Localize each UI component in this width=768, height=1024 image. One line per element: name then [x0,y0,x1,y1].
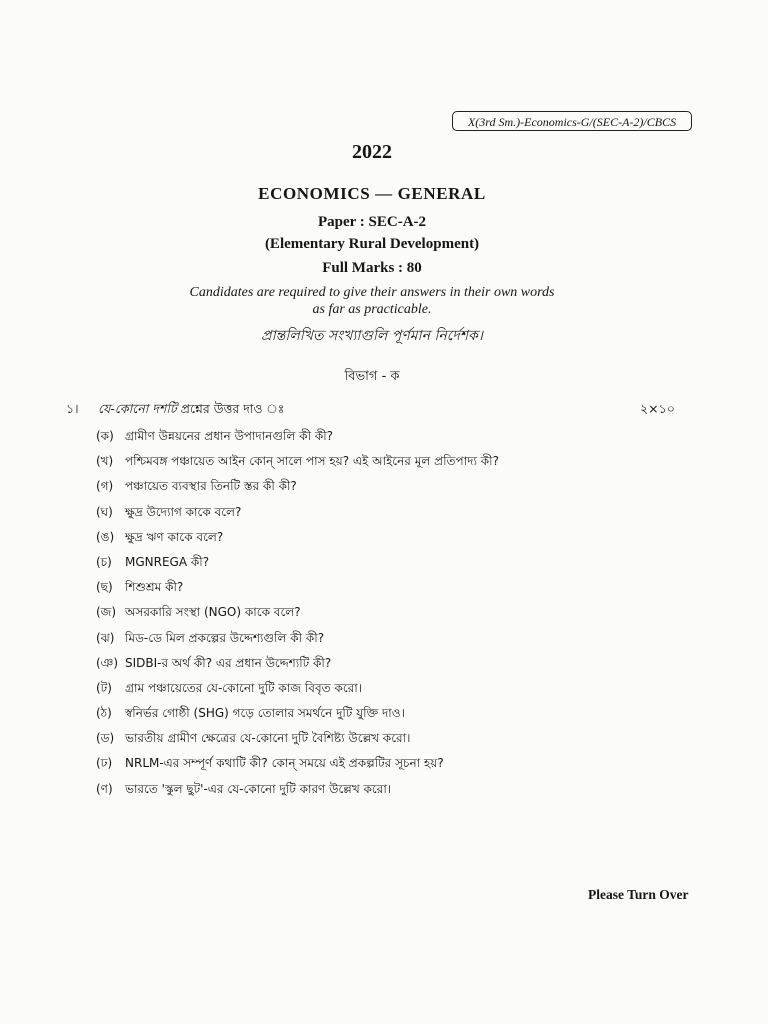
question-item-text: শিশুশ্রম কী? [125,580,184,595]
section-heading: বিভাগ - ক [344,369,400,384]
question-item-label: (ড) [96,731,115,746]
question-item [96,779,716,804]
paper-code-box: X(3rd Sm.)-Economics-G/(SEC-A-2)/CBCS [452,111,692,131]
question-item-text: NRLM-এর সম্পূর্ণ কথাটি কী? কোন্ সময়ে এই প্রকল্পটির সূচনা হয়? [125,756,444,771]
question-item-label: (ছ) [96,580,113,595]
question-item-label: (ট) [96,680,112,695]
question-item-label: (জ) [96,605,117,620]
exam-year: 2022 [352,141,392,163]
question-item [96,552,716,577]
question-item-text: অসরকারি সংস্থা (NGO) কাকে বলে? [125,605,301,620]
question-item-label: (ণ) [96,781,113,796]
question-text: প্রশ্নের উত্তর দাও ঃ [176,401,285,416]
question-item [96,527,716,552]
question-item-text: ভারতীয় গ্রামীণ ক্ষেত্রের যে-কোনো দুটি বৈশিষ্ট্য উল্লেখ করো। [125,731,411,746]
question-item-label: (খ) [96,454,114,469]
instruction-bengali: প্রান্তলিখিত সংখ্যাগুলি পূর্ণমান নির্দেশক। [261,328,483,344]
question-item [96,678,716,703]
question-item [96,602,716,627]
paper-code: Paper : SEC-A-2 [317,214,427,230]
subject-title: ECONOMICS — GENERAL [258,184,486,203]
question-item-label: (ঠ) [96,706,112,721]
question-number: ১। [66,401,79,416]
question-item-text: স্বনির্ভর গোষ্ঠী (SHG) গড়ে তোলার সমর্থনে দুটি যুক্তি দাও। [125,706,405,721]
instruction-line-1: Candidates are required to give their answers in their own words [189,285,555,300]
question-item-label: (ঞ) [96,655,119,670]
question-item [96,476,716,501]
question-item-text: গ্রাম পঞ্চায়েতের যে-কোনো দুটি কাজ বিবৃত করো। [125,680,363,695]
question-item-label: (গ) [96,479,114,494]
please-turn-over: Please Turn Over [588,887,689,902]
question-item-text: ভারতে 'স্কুল ছুট'-এর যে-কোনো দুটি কারণ উল্লেখ করো। [125,781,392,796]
question-marks: ২×১০ [640,401,675,416]
question-item [96,703,716,728]
question-item-text: ক্ষুদ্র উদ্যোগ কাকে বলে? [125,504,242,519]
question-item-label: (ঢ) [96,756,113,771]
question-item-list [96,426,716,804]
course-title: (Elementary Rural Development) [264,236,480,252]
instruction-line-2: as far as practicable. [312,302,432,317]
question-item [96,502,716,527]
full-marks: Full Marks : 80 [322,260,422,276]
question-item [96,577,716,602]
question-item-label: (ঘ) [96,504,113,519]
question-item-text: পশ্চিমবঙ্গ পঞ্চায়েত আইন কোন্ সালে পাস হয়? এই আইনের মূল প্রতিপাদ্য কী? [125,454,499,469]
instructions [0,284,744,318]
question-prefix: যে-কোনো দশটি [98,401,177,416]
question-item [96,653,716,678]
question-item [96,628,716,653]
question-item-text: মিড-ডে মিল প্রকল্পের উদ্দেশ্যগুলি কী কী? [125,630,325,645]
question-item-label: (চ) [96,554,112,569]
question-item [96,728,716,753]
question-item-text: MGNREGA কী? [125,554,210,569]
question-heading [66,401,284,421]
question-item-text: গ্রামীণ উন্নয়নের প্রধান উপাদানগুলি কী কী? [125,429,334,443]
question-item [96,451,716,476]
question-item-label: (ঝ) [96,630,115,645]
question-item-label: (ঙ) [96,529,115,544]
question-item-text: ক্ষুদ্র ঋণ কাকে বলে? [125,529,224,544]
question-item [96,753,716,778]
question-item-text: SIDBI-র অর্থ কী? এর প্রধান উদ্দেশ্যটি কী? [125,655,332,670]
question-item [96,426,716,451]
question-item-text: পঞ্চায়েত ব্যবস্থার তিনটি স্তর কী কী? [125,479,297,494]
question-item-label: (ক) [96,429,114,443]
